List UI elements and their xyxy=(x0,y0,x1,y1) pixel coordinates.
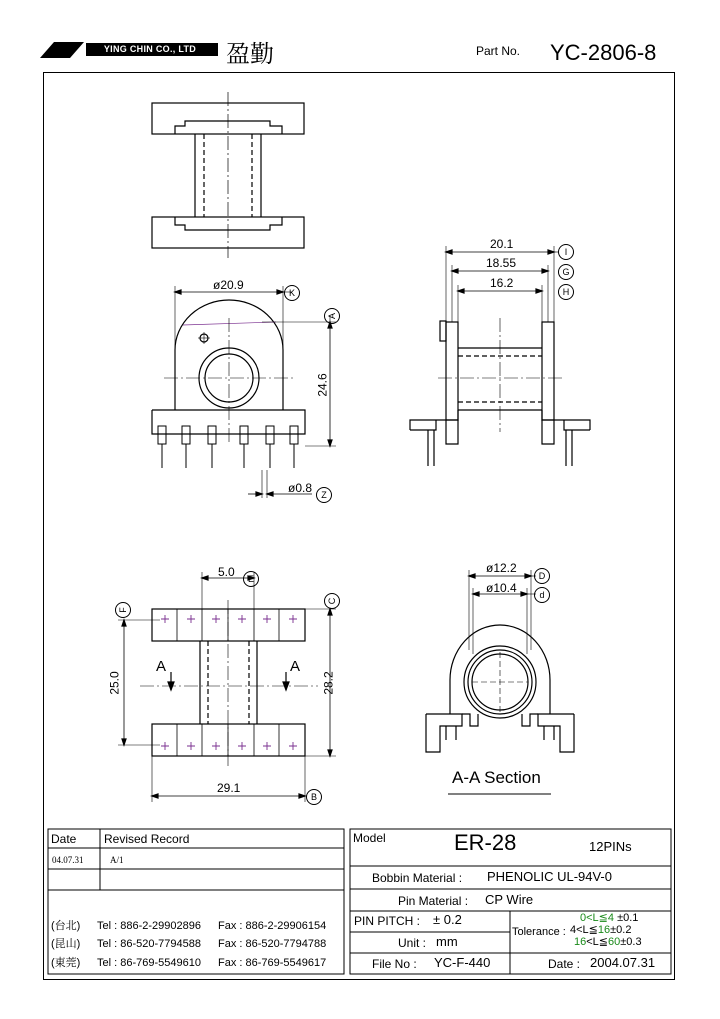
callout-e: E xyxy=(243,571,259,587)
dim-18-55: 18.55 xyxy=(486,256,517,270)
tolerance-row-2: 4<L≦16±0.2 xyxy=(570,924,632,936)
contact-tel: Tel : 886-2-29902896 xyxy=(97,920,201,932)
company-name-chinese: 盈勤 xyxy=(226,40,274,68)
contact-region: (東莞) xyxy=(51,957,81,969)
rev-record-header: Revised Record xyxy=(104,832,190,846)
callout-f: F xyxy=(115,602,131,618)
callout-c: C xyxy=(324,593,340,609)
part-no-label: Part No. xyxy=(476,44,521,58)
contact-fax: Fax : 886-2-29906154 xyxy=(218,920,327,932)
tolerance-row-1: 0<L≦4 ±0.1 xyxy=(580,912,639,924)
bobbin-side-view xyxy=(152,92,304,258)
a-a-section-view xyxy=(426,570,574,794)
tolerance-label: Tolerance : xyxy=(512,926,566,938)
dim-29-1: 29.1 xyxy=(217,781,241,795)
section-label: A-A Section xyxy=(452,768,541,787)
dim-dia-12-2: ø12.2 xyxy=(486,561,517,575)
tolerance-row-3: 16<L≦60±0.3 xyxy=(574,936,642,948)
callout-z: Z xyxy=(316,487,332,503)
date-label: Date : xyxy=(548,957,581,971)
bobbin-material: PHENOLIC UL-94V-0 xyxy=(487,869,612,884)
pin-material-label: Pin Material : xyxy=(398,894,469,908)
bobbin-material-label: Bobbin Material : xyxy=(372,871,463,885)
bobbin-front-view xyxy=(152,286,336,498)
rev-row-record: A/1 xyxy=(110,855,124,865)
callout-g: G xyxy=(558,264,574,280)
contact-tel: Tel : 86-520-7794588 xyxy=(97,938,201,950)
dim-dia-0-8: ø0.8 xyxy=(288,481,313,495)
callout-d-lower: d xyxy=(534,587,550,603)
callout-a: A xyxy=(324,308,340,324)
file-no: YC-F-440 xyxy=(434,955,491,970)
unit-label: Unit : xyxy=(398,936,427,950)
contact-region: (台北) xyxy=(51,920,81,932)
unit-value: mm xyxy=(436,934,458,949)
dim-28-2: 28.2 xyxy=(321,671,336,695)
contact-tel: Tel : 86-769-5549610 xyxy=(97,957,201,969)
dim-dia-10-4: ø10.4 xyxy=(486,581,517,595)
contact-fax: Fax : 86-769-5549617 xyxy=(218,957,327,969)
callout-h: H xyxy=(558,284,574,300)
bobbin-bottom-view xyxy=(118,572,336,802)
dim-25-0: 25.0 xyxy=(107,671,122,695)
callout-i: I xyxy=(558,244,574,260)
section-mark-left: A xyxy=(156,658,167,675)
file-no-label: File No : xyxy=(372,957,417,971)
model-label: Model xyxy=(353,831,386,845)
dim-20-1: 20.1 xyxy=(490,237,514,251)
dim-dia-20-9: ø20.9 xyxy=(213,278,244,292)
callout-b: B xyxy=(306,789,322,805)
section-mark-right: A xyxy=(290,658,301,675)
part-number: YC-2806-8 xyxy=(550,40,657,65)
pin-pitch: ± 0.2 xyxy=(433,912,462,927)
pin-material: CP Wire xyxy=(485,892,534,907)
dim-16-2: 16.2 xyxy=(490,276,514,290)
dim-5-0: 5.0 xyxy=(218,565,235,579)
contact-region: (昆山) xyxy=(51,938,81,950)
callout-k: K xyxy=(284,285,300,301)
contact-fax: Fax : 86-520-7794788 xyxy=(218,938,327,950)
pin-pitch-label: PIN PITCH : xyxy=(354,914,421,928)
model-value: ER-28 xyxy=(454,830,517,855)
callout-d-upper: D xyxy=(534,568,550,584)
date-value: 2004.07.31 xyxy=(590,955,656,970)
company-name: YING CHIN CO., LTD xyxy=(86,43,214,56)
title-block-grid xyxy=(48,829,671,974)
rev-row-date: 04.07.31 xyxy=(52,855,84,865)
dim-24-6: 24.6 xyxy=(315,373,330,397)
pin-count: 12PINs xyxy=(589,839,632,854)
rev-date-header: Date xyxy=(51,832,77,846)
